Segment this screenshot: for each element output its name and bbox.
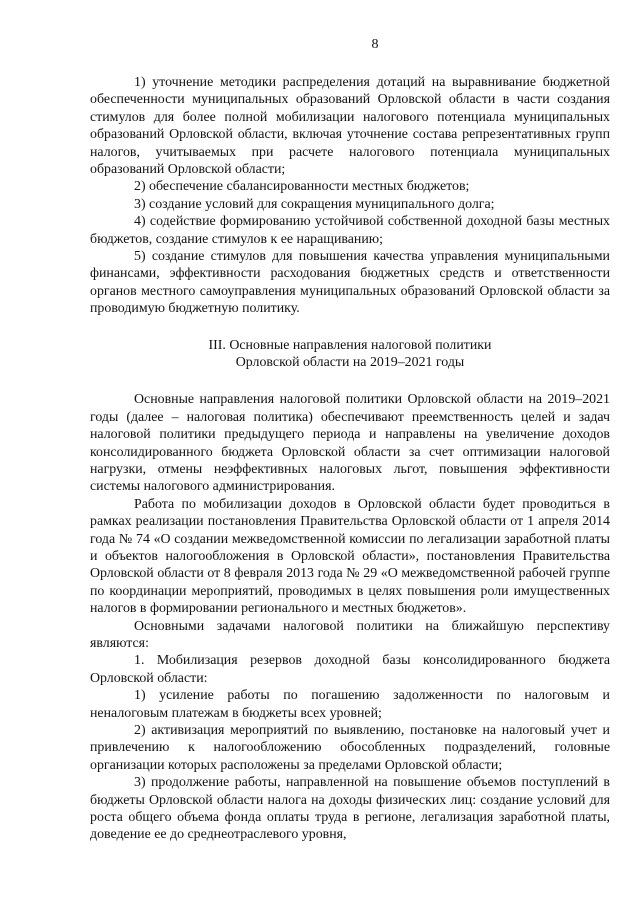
page-number: 8 bbox=[371, 37, 379, 52]
list-item: 3) создание условий для сокращения муниципального долга; bbox=[134, 196, 495, 212]
section-heading bbox=[90, 337, 610, 373]
list-item: 5) создание стимулов для повышения качества управления муниципальными финансами, эффективности расходования бюджетных средств и ответственности органов местного самоуправления муниципальных образований Орловской области за проводимую бюджетную политику. bbox=[90, 249, 610, 317]
paragraph: 1) усиление работы по погашению задолженности по налоговым и неналоговым платежам в бюджеты всех уровней; bbox=[90, 688, 610, 721]
paragraph: Основные направления налоговой политики Орловской области на 2019–2021 годы (далее – налоговая политика) обеспечивают преемственность целей и задач налоговой политики предыдущего периода и направлены на увеличение доходов консолидированного бюджета Орловской области за счет оптимизации налоговой нагрузки, отмены неэффективных налоговых льгот, повышения эффективности системы налогового администрирования. bbox=[90, 392, 610, 495]
list-item: 4) содействие формированию устойчивой собственной доходной базы местных бюджетов, создание стимулов к ее наращиванию; bbox=[90, 214, 610, 247]
paragraph: Основными задачами налоговой политики на ближайшую перспективу являются: bbox=[90, 618, 610, 651]
paragraph: 2) активизация мероприятий по выявлению, постановке на налоговый учет и привлечению к налогообложению обособленных подразделений, головные организации которых расположены за пределами Орловской области; bbox=[90, 723, 610, 773]
section-title-line1: III. Основные направления налоговой политики bbox=[208, 337, 492, 353]
paragraph: 3) продолжение работы, направленной на повышение объемов поступлений в бюджеты Орловской области налога на доходы физических лиц: создание условий для роста общего объема фонда оплаты труда в регионе, легализация заработной платы, доведение ее до среднеотраслевого уровня, bbox=[90, 775, 610, 843]
paragraph: 1. Мобилизация резервов доходной базы консолидированного бюджета Орловской области: bbox=[90, 653, 610, 686]
list-item: 1) уточнение методики распределения дотаций на выравнивание бюджетной обеспеченности муниципальных образований Орловской области в части создания стимулов для более полной мобилизации налогового потенциала муниципальных образований Орловской области, включая уточнение состава репрезентативных групп налогов, учитываемых при расчете налогового потенциала муниципальных образований Орловской области; bbox=[90, 75, 610, 178]
list-item: 2) обеспечение сбалансированности местных бюджетов; bbox=[134, 179, 470, 195]
paragraph: Работа по мобилизации доходов в Орловской области будет проводиться в рамках реализации постановления Правительства Орловской области от 1 апреля 2014 года № 74 «О создании межведомственной комиссии по легализации заработной платы и объектов налогообложения в Орловской области», постановления Правительства Орловской области от 8 февраля 2013 года № 29 «О межведомственной рабочей группе по координации мероприятий, проводимых в целях повышения роли имущественных налогов в формировании регионального и местных бюджетов». bbox=[90, 496, 610, 617]
section-title-line2: Орловской области на 2019–2021 годы bbox=[235, 355, 465, 371]
document-body bbox=[90, 74, 610, 844]
